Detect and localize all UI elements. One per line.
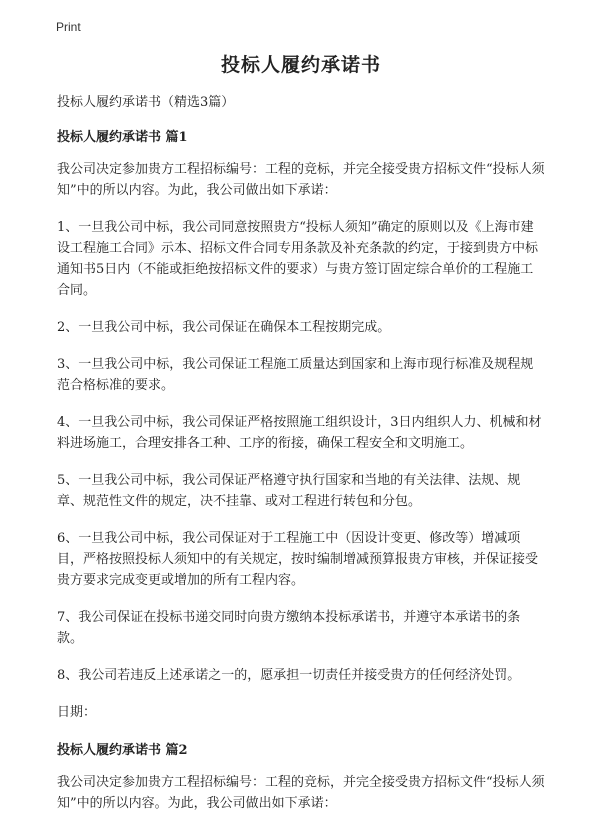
section-1-intro: 我公司决定参加贵方工程招标编号：工程的竞标，并完全接受贵方招标文件“投标人须知”中的所以内容。为此，我公司做出如下承诺： bbox=[57, 162, 545, 198]
commitment-item-7: 7、我公司保证在投标书递交同时向贵方缴纳本投标承诺书，并遵守本承诺书的条款。 bbox=[57, 610, 521, 646]
date-label: 日期： bbox=[57, 705, 97, 720]
commitment-item-1: 1、一旦我公司中标，我公司同意按照贵方“投标人须知”确定的原则以及《上海市建设工程施工合同》示本、招标文件合同专用条款及补充条款的约定，于接到贵方中标通知书5日内（不能或拒绝按招标文件的要求）与贵方签订固定综合单价的工程施工合同。 bbox=[57, 220, 539, 298]
commitment-item-6: 6、一旦我公司中标，我公司保证对于工程施工中（因设计变更、修改等）增减项目，严格按照投标人须知中的有关规定，按时编制增减预算报贵方审核，并保证接受贵方要求完成变更或增加的所有工程内容。 bbox=[57, 531, 539, 588]
commitment-item-8: 8、我公司若违反上述承诺之一的，愿承担一切责任并接受贵方的任何经济处罚。 bbox=[57, 668, 521, 683]
section-2-intro: 我公司决定参加贵方工程招标编号：工程的竞标，并完全接受贵方招标文件“投标人须知”中的所以内容。为此，我公司做出如下承诺： bbox=[57, 775, 545, 811]
document-subtitle: 投标人履约承诺书（精选3篇） bbox=[57, 95, 235, 110]
section-1-heading: 投标人履约承诺书 篇1 bbox=[57, 130, 188, 145]
commitment-item-3: 3、一旦我公司中标，我公司保证工程施工质量达到国家和上海市现行标准及规程规范合格标准的要求。 bbox=[57, 357, 534, 393]
print-link[interactable]: Print bbox=[56, 20, 81, 34]
commitment-item-4: 4、一旦我公司中标，我公司保证严格按照施工组织设计，3日内组织人力、机械和材料进场施工，合理安排各工种、工序的衔接，确保工程安全和文明施工。 bbox=[57, 415, 542, 451]
document-title: 投标人履约承诺书 bbox=[220, 54, 381, 76]
commitment-item-5: 5、一旦我公司中标，我公司保证严格遵守执行国家和当地的有关法律、法规、规章、规范性文件的规定，决不挂靠、或对工程进行转包和分包。 bbox=[57, 473, 521, 509]
document-body bbox=[57, 50, 545, 830]
section-2-heading: 投标人履约承诺书 篇2 bbox=[57, 743, 188, 758]
commitment-item-2: 2、一旦我公司中标，我公司保证在确保本工程按期完成。 bbox=[57, 320, 391, 335]
